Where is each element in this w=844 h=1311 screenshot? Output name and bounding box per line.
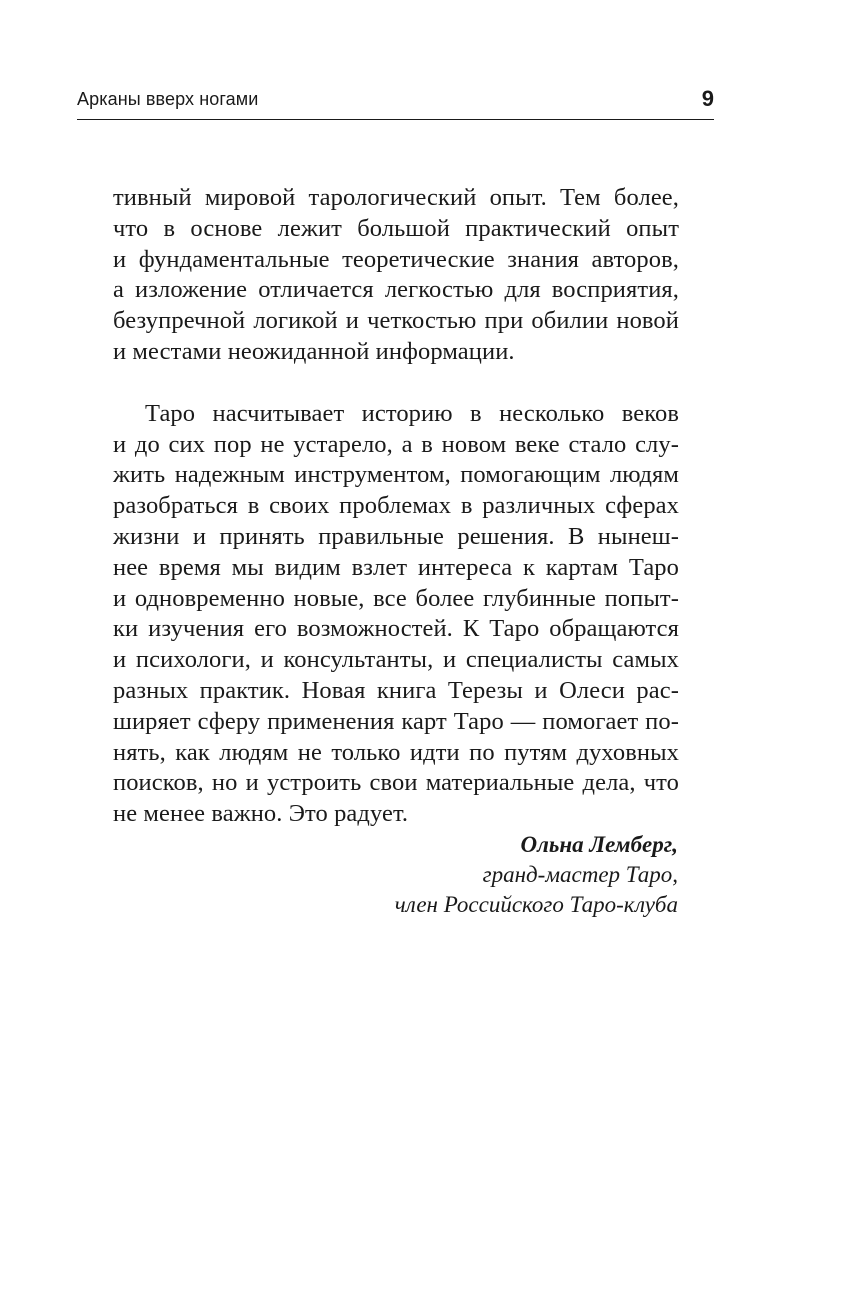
running-title: Арканы вверх ногами	[77, 89, 259, 109]
text-line: безупречной логикой и четкостью при обилии новой	[113, 307, 679, 335]
text-line: нять, как людям не только идти по путям духовных	[113, 738, 679, 766]
body-text	[113, 183, 679, 830]
text-line: и до сих пор не устарело, а в новом веке стало слу-	[113, 430, 679, 458]
page-number: 9	[701, 86, 714, 111]
paragraph-1	[113, 183, 679, 368]
signature-title: гранд-мастер Таро,	[482, 862, 678, 887]
text-line: жизни и принять правильные решения. В нынеш-	[113, 522, 679, 550]
text-line: а изложение отличается легкостью для восприятия,	[113, 276, 679, 304]
text-line: поисков, но и устроить свои материальные дела, что	[113, 769, 679, 797]
text-line: ширяет сферу применения карт Таро — помогает по-	[113, 707, 679, 735]
paragraph-gap	[113, 368, 679, 399]
text-line: ки изучения его возможностей. К Таро обращаются	[113, 615, 679, 643]
signature-block	[395, 830, 678, 920]
text-line: и фундаментальные теоретические знания авторов,	[113, 245, 679, 273]
text-line: что в основе лежит большой практический опыт	[113, 214, 679, 242]
text-line: и психологи, и консультанты, и специалисты самых	[113, 646, 679, 674]
text-line: тивный мировой тарологический опыт. Тем более,	[113, 184, 679, 211]
text-line: Таро насчитывает историю в несколько веков	[145, 399, 679, 427]
text-line: разобраться в своих проблемах в различных сферах	[113, 492, 679, 520]
header-rule	[77, 119, 714, 120]
text-line: жить надежным инструментом, помогающим людям	[113, 461, 679, 489]
text-line: и одновременно новые, все более глубинные попыт-	[113, 584, 679, 612]
paragraph-2	[113, 399, 679, 830]
text-line: разных практик. Новая книга Терезы и Олеси рас-	[113, 676, 679, 704]
text-line: нее время мы видим взлет интереса к картам Таро	[113, 553, 679, 581]
signature-affiliation: член Российского Таро-клуба	[394, 892, 678, 917]
signature-name: Ольна Лемберг,	[520, 832, 678, 857]
text-line: и местами неожиданной информации.	[113, 337, 515, 365]
text-line: не менее важно. Это радует.	[113, 800, 409, 828]
running-header	[77, 88, 714, 118]
